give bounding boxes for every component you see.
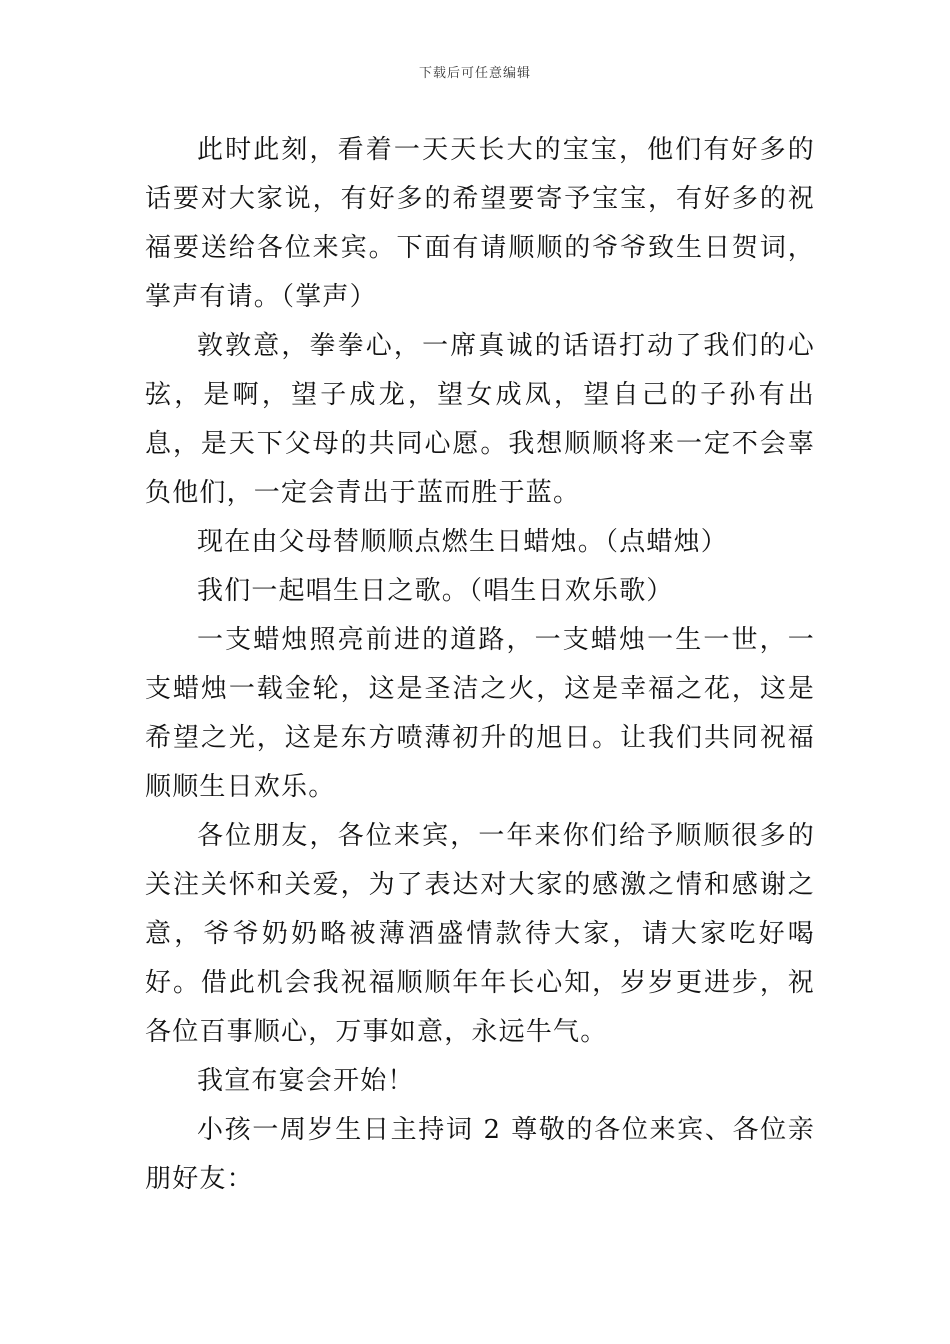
paragraph-6: 各位朋友，各位来宾，一年来你们给予顺顺很多的关注关怀和关爱，为了表达对大家的感激之情和感谢之意，爷爷奶奶略被薄酒盛情款待大家，请大家吃好喝好。借此机会我祝福顺顺年年长心知，岁岁更进步，祝各位百事顺心，万事如意，永远牛气。 — [145, 821, 815, 1047]
paragraph-5: 一支蜡烛照亮前进的道路，一支蜡烛一生一世，一支蜡烛一载金轮，这是圣洁之火，这是幸福之花，这是希望之光，这是东方喷薄初升的旭日。让我们共同祝福顺顺生日欢乐。 — [145, 625, 815, 802]
document-body — [145, 126, 815, 1204]
paragraph-8: 小孩一周岁生日主持词 2 尊敬的各位来宾、各位亲朋好友： — [145, 1115, 815, 1194]
page-header: 下载后可任意编辑 — [418, 66, 531, 81]
paragraph-7: 我宣布宴会开始！ — [197, 1066, 415, 1096]
paragraph-3: 现在由父母替顺顺点燃生日蜡烛。（点蜡烛） — [197, 527, 729, 557]
paragraph-4: 我们一起唱生日之歌。（唱生日欢乐歌） — [197, 576, 674, 606]
paragraph-1: 此时此刻，看着一天天长大的宝宝，他们有好多的话要对大家说，有好多的希望要寄予宝宝，有好多的祝福要送给各位来宾。下面有请顺顺的爷爷致生日贺词，掌声有请。（掌声） — [145, 135, 815, 312]
paragraph-2: 敦敦意，拳拳心，一席真诚的话语打动了我们的心弦，是啊，望子成龙，望女成凤，望自己的子孙有出息，是天下父母的共同心愿。我想顺顺将来一定不会辜负他们，一定会青出于蓝而胜于蓝。 — [145, 331, 815, 508]
